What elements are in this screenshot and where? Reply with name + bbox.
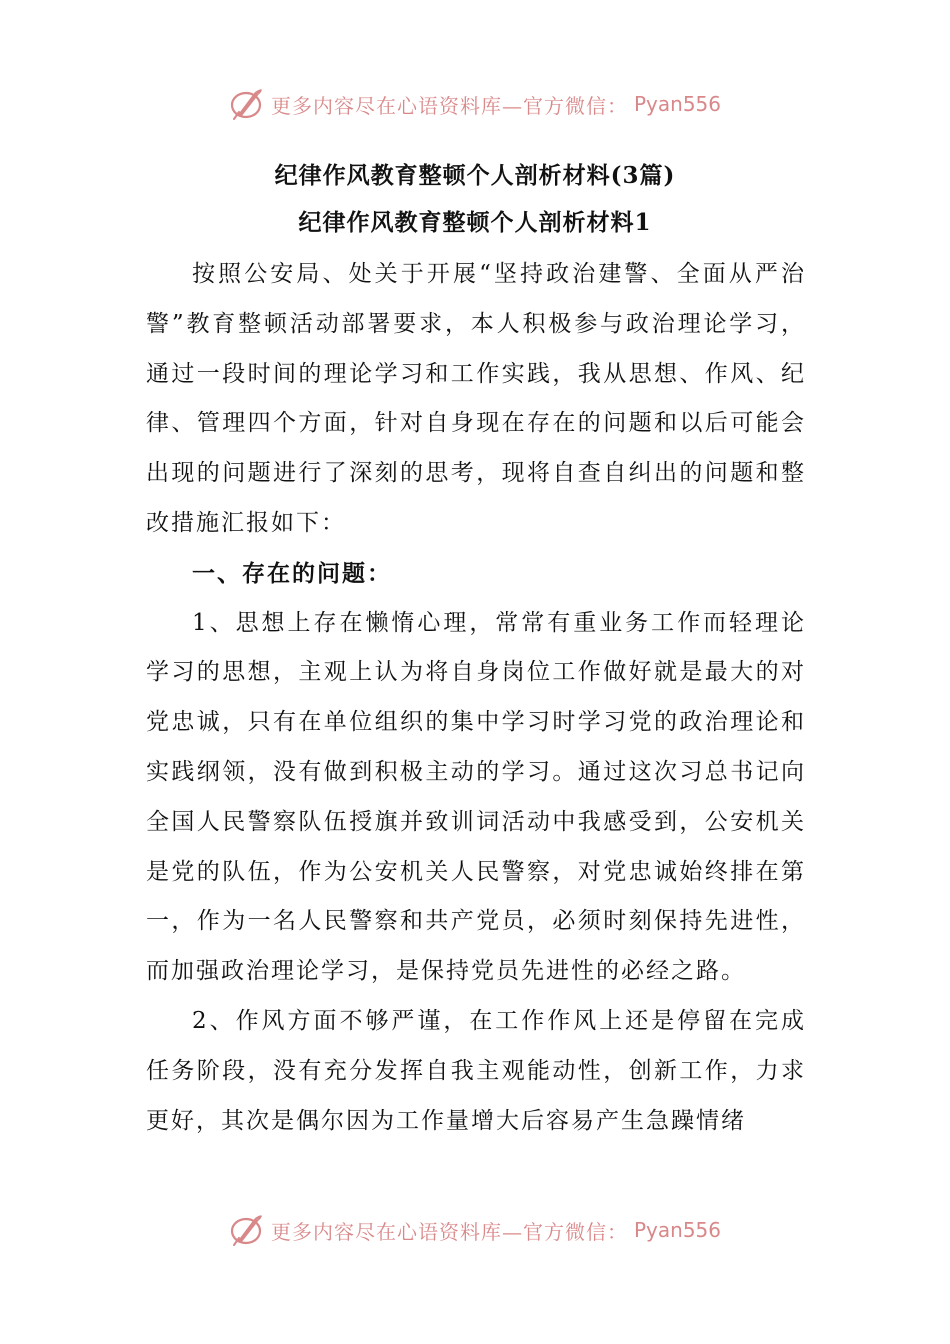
section-heading: 一、存在的问题：: [192, 559, 392, 587]
document-subtitle: 纪律作风教育整顿个人剖析材料1: [298, 209, 652, 236]
paragraph-item-2: 2、作风方面不够严谨，在工作作风上还是停留在完成任务阶段，没有充分发挥自我主观能动性，创新工作，力求更好，其次是偶尔因为工作量增大后容易产生急躁情绪: [146, 1007, 806, 1134]
document-body: [146, 250, 806, 1146]
watermark-wechat-id: Pyan556: [633, 1218, 721, 1242]
watermark-text: 更多内容尽在心语资料库—官方微信：: [270, 1219, 628, 1244]
paragraph-item-1: 1、思想上存在懒惰心理，常常有重业务工作而轻理论学习的思想，主观上认为将自身岗位工作做好就是最大的对党忠诚，只有在单位组织的集中学习时学习党的政治理论和实践纲领，没有做到积极主动的学习。通过这次习总书记向全国人民警察队伍授旗并致训词活动中我感受到，公安机关是党的队伍，作为公安机关人民警察，对党忠诚始终排在第一，作为一名人民警察和共产党员，必须时刻保持先进性，而加强政治理论学习，是保持党员先进性的必经之路。: [146, 609, 806, 985]
watermark-text: 更多内容尽在心语资料库—官方微信：: [270, 93, 628, 118]
paragraph-intro: 按照公安局、处关于开展“坚持政治建警、全面从严治警”教育整顿活动部署要求，本人积极参与政治理论学习，通过一段时间的理论学习和工作实践，我从思想、作风、纪律、管理四个方面，针对自身现在存在的问题和以后可能会出现的问题进行了深刻的思考，现将自查自纠出的问题和整改措施汇报如下：: [146, 261, 806, 536]
quill-pen-logo-icon: [229, 1212, 265, 1248]
watermark-header: [0, 84, 950, 124]
watermark-wechat-id: Pyan556: [633, 92, 721, 116]
watermark-footer: [0, 1210, 950, 1250]
quill-pen-logo-icon: [229, 86, 265, 122]
document-title: 纪律作风教育整顿个人剖析材料(3篇): [274, 162, 676, 189]
